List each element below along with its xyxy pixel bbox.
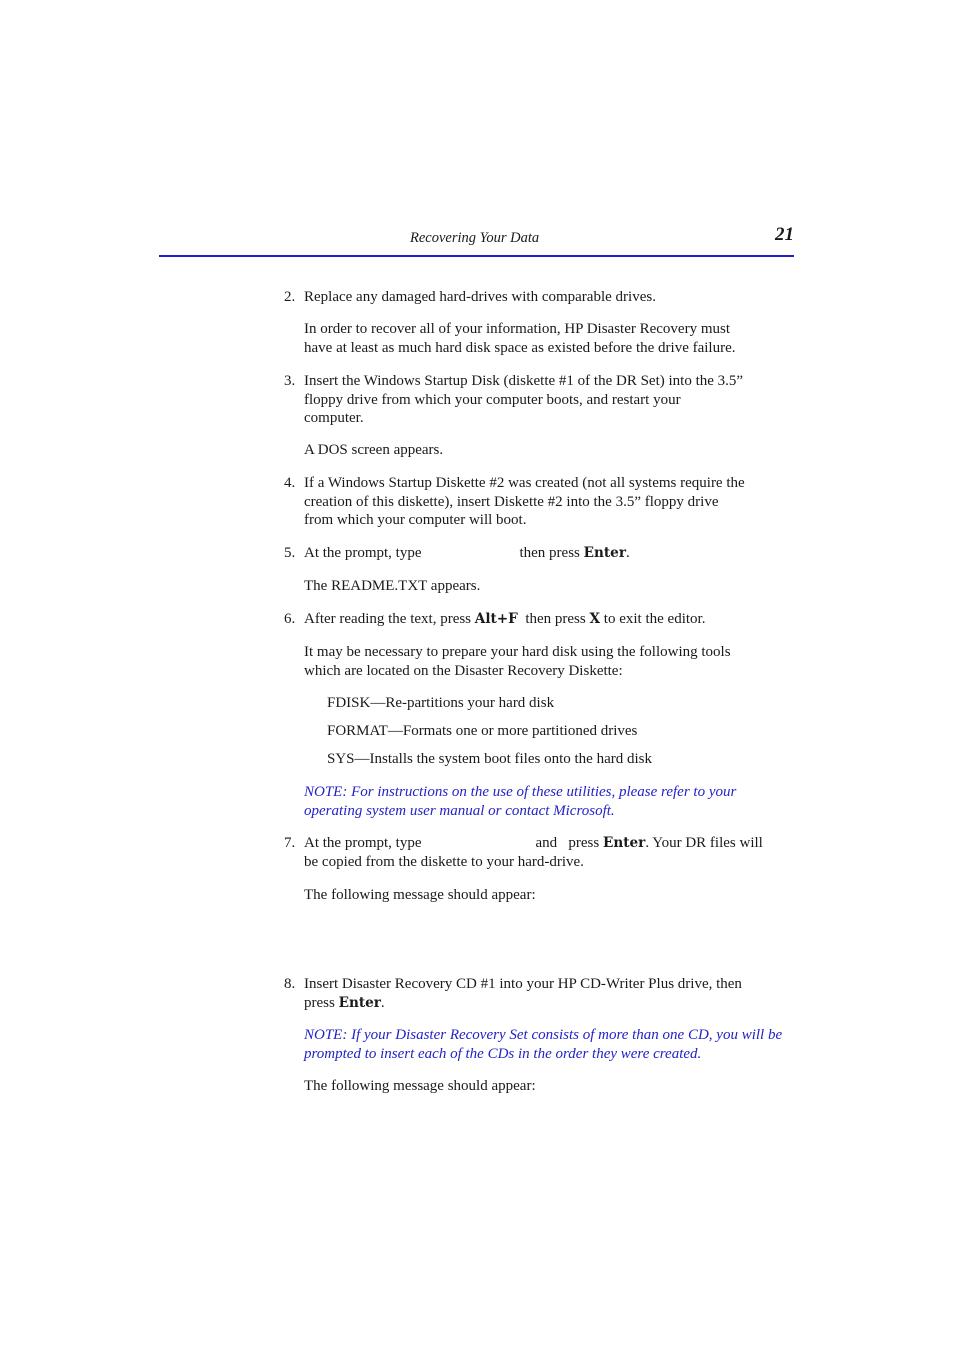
step-6-number: 6. <box>284 611 296 627</box>
step-4-line-3: from which your computer will boot. <box>304 512 527 529</box>
tool-item-sys: SYS—Installs the system boot files onto the hard disk <box>327 751 652 767</box>
step-5-number: 5. <box>284 545 296 561</box>
step-2-paragraph <box>304 320 804 357</box>
step-8-line-1: Insert Disaster Recovery CD #1 into your HP CD-Writer Plus drive, then <box>304 976 742 992</box>
page-number: 21 <box>775 224 794 245</box>
step-2-text: Replace any damaged hard-drives with comparable drives. <box>304 289 656 305</box>
step-7-text-before: At the prompt, type <box>304 835 422 851</box>
step-8-paragraph: The following message should appear: <box>304 1078 536 1094</box>
header-rule <box>159 255 794 257</box>
step-7-paragraph: The following message should appear: <box>304 887 536 903</box>
step-7-text-and: and <box>535 835 558 851</box>
step-7-text-press: press <box>568 835 600 851</box>
step-2-paragraph-line-2: have at least as much hard disk space as existed before the drive failure. <box>304 339 736 356</box>
step-6-text-before: After reading the text, press <box>304 611 472 627</box>
step-6-text <box>304 610 804 629</box>
step-3-line-3: computer. <box>304 410 364 427</box>
step-8-line-2-before: press <box>304 994 335 1011</box>
running-header-title: Recovering Your Data <box>410 230 540 246</box>
step-8-number: 8. <box>284 976 296 992</box>
step-8-text <box>304 975 804 1012</box>
step-4-line-2: creation of this diskette), insert Diskette #2 into the 3.5” floppy drive <box>304 493 719 510</box>
step-3-text <box>304 372 804 428</box>
step-8-note <box>304 1026 804 1063</box>
step-4-number: 4. <box>284 475 296 491</box>
step-6-paragraph-line-2: which are located on the Disaster Recovery Diskette: <box>304 662 623 679</box>
step-8-line-2 <box>304 994 804 1013</box>
step-7-number: 7. <box>284 835 296 851</box>
tool-item-fdisk: FDISK—Re-partitions your hard disk <box>327 695 555 711</box>
step-3-line-1: Insert the Windows Startup Disk (diskette #1 of the DR Set) into the 3.5” <box>304 373 744 389</box>
step-7-text-after: . Your DR files will <box>645 835 763 851</box>
step-7-key-enter: Enter <box>602 835 646 851</box>
step-6-note-line-2: operating system user manual or contact Microsoft. <box>304 802 615 819</box>
step-8-note-line-1: NOTE: If your Disaster Recovery Set consists of more than one CD, you will be <box>304 1027 783 1043</box>
step-6-text-middle: then press <box>525 611 586 627</box>
step-6-note-line-1: NOTE: For instructions on the use of these utilities, please refer to your <box>304 784 737 800</box>
step-6-note <box>304 783 804 820</box>
step-4-line-1: If a Windows Startup Diskette #2 was created (not all systems require the <box>304 475 745 491</box>
step-5-text <box>304 544 804 563</box>
step-7-line-2: be copied from the diskette to your hard-drive. <box>304 853 584 870</box>
step-2-number: 2. <box>284 289 296 305</box>
step-6-text-after: to exit the editor. <box>603 611 706 627</box>
step-8-key-enter: Enter <box>338 994 381 1011</box>
step-5-end: . <box>625 545 630 561</box>
step-6-key-alt-f: Alt+F <box>474 611 518 627</box>
step-7-line-1 <box>304 834 804 853</box>
tool-item-format: FORMAT—Formats one or more partitioned drives <box>327 723 638 739</box>
step-6-key-x: X <box>589 611 601 627</box>
step-6-paragraph-line-1: It may be necessary to prepare your hard disk using the following tools <box>304 644 731 660</box>
step-2-paragraph-line-1: In order to recover all of your information, HP Disaster Recovery must <box>304 321 730 337</box>
step-5-key-enter: Enter <box>583 545 626 561</box>
step-5-text-before: At the prompt, type <box>304 545 422 561</box>
step-3-paragraph: A DOS screen appears. <box>304 442 444 458</box>
step-6-paragraph <box>304 643 804 680</box>
step-3-line-2: floppy drive from which your computer boots, and restart your <box>304 391 681 408</box>
step-5-paragraph: The README.TXT appears. <box>304 578 481 594</box>
step-7-text <box>304 834 804 871</box>
step-5-text-after: then press <box>519 545 580 561</box>
step-4-text <box>304 474 804 530</box>
step-8-end: . <box>380 994 385 1011</box>
step-3-number: 3. <box>284 373 296 389</box>
step-8-note-line-2: prompted to insert each of the CDs in the order they were created. <box>304 1045 702 1062</box>
